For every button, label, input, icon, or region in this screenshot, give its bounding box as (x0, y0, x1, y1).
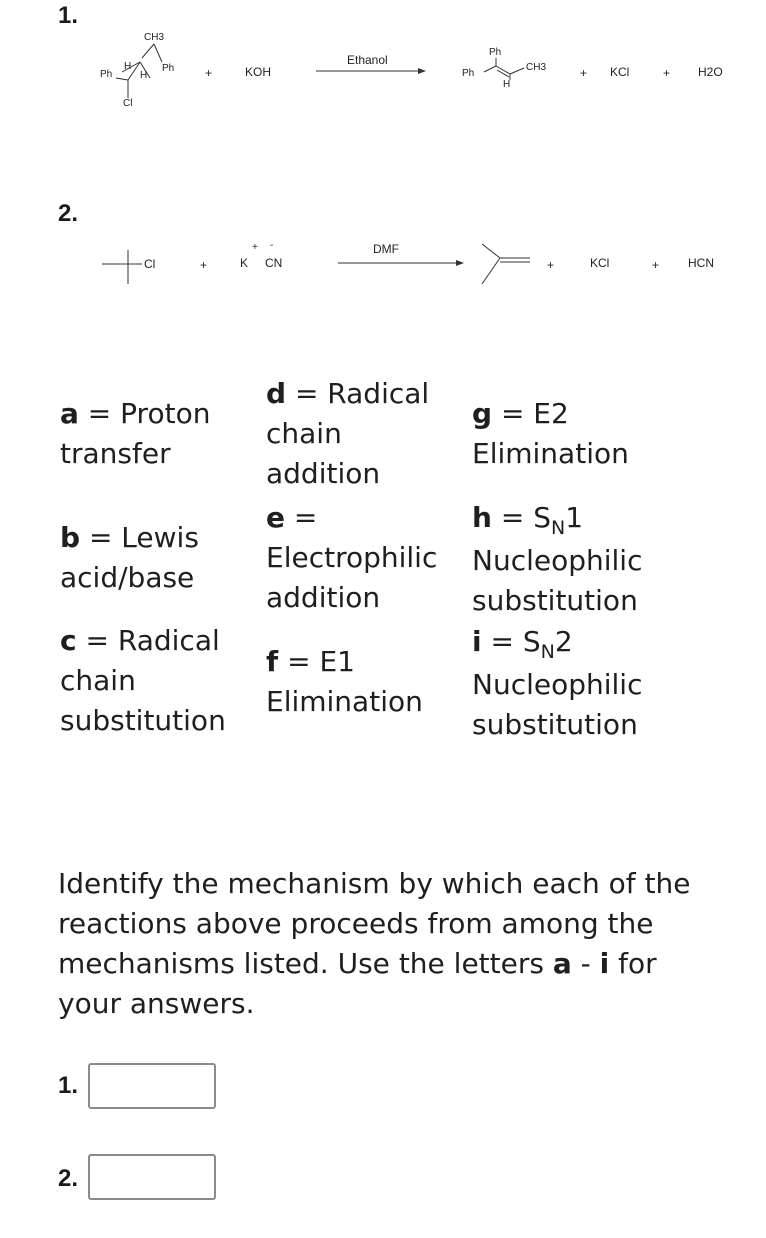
product-1-ch3: CH3 (526, 62, 547, 73)
mechanism-h: $h = S_N1$ Nucleophilic substitution (472, 501, 643, 617)
mechanism-c: c = Radical chain substitution (60, 624, 226, 737)
instructions: Identify the mechanism by which each of the reactions above proceeds from among the mechanisms listed. Use the letters a - i for your answers. (58, 867, 691, 1020)
product-1-ph-left: Ph (462, 68, 475, 79)
mechanism-g: g = E2 Elimination (472, 397, 629, 470)
reaction-1-plus-2: + (580, 66, 588, 80)
reactant-1-ph-top: Ph (162, 63, 175, 74)
mechanism-e: e = Electrophilic addition (266, 501, 438, 614)
answer-2-input[interactable] (88, 1154, 216, 1200)
reaction-1-number: 1. (58, 2, 79, 29)
answer-1-input[interactable] (88, 1063, 216, 1109)
reactant-1-ch3: CH3 (144, 32, 165, 43)
answer-2-label: 2. (58, 1165, 79, 1192)
mechanism-f: f = E1 Elimination (266, 645, 423, 718)
reactant-1-h2: H (140, 70, 148, 81)
mechanism-d: d = Radical chain addition (266, 377, 430, 490)
reaction-2-plus-2: + (547, 258, 555, 272)
reaction-1-plus-1: + (205, 66, 213, 80)
reaction-1-solvent: Ethanol (347, 53, 388, 67)
reaction-2-plus-3: + (652, 258, 660, 272)
reactant-2-cl: Cl (144, 257, 156, 271)
reaction-2-byproduct-2: HCN (688, 256, 714, 270)
reactant-1-ph-left: Ph (100, 69, 113, 80)
mechanism-a: a = Proton transfer (60, 397, 211, 470)
reaction-1-reagent: KOH (245, 65, 272, 79)
product-1-h: H (503, 79, 511, 90)
mechanism-b: b = Lewis acid/base (60, 521, 199, 594)
reaction-1-byproduct-2: H2O (698, 65, 723, 79)
reactant-1-h1: H (124, 61, 132, 72)
reaction-2-solvent: DMF (373, 242, 399, 256)
reaction-2-number: 2. (58, 200, 79, 227)
reaction-2-byproduct-1: KCl (590, 256, 610, 270)
reaction-2-anion: CN (265, 256, 283, 270)
reaction-2-cation-charge: + (252, 242, 258, 253)
reaction-2-anion-charge: - (270, 240, 274, 251)
reaction-1-plus-3: + (663, 66, 671, 80)
reactant-1-cl: Cl (123, 98, 133, 109)
product-1-ph-top: Ph (489, 47, 502, 58)
answer-1-label: 1. (58, 1072, 79, 1099)
reaction-1-byproduct-1: KCl (610, 65, 630, 79)
reaction-2-plus-1: + (200, 258, 208, 272)
reaction-2-cation: K (240, 256, 249, 270)
mechanism-i: $i = S_N2$ Nucleophilic substitution (472, 625, 643, 741)
